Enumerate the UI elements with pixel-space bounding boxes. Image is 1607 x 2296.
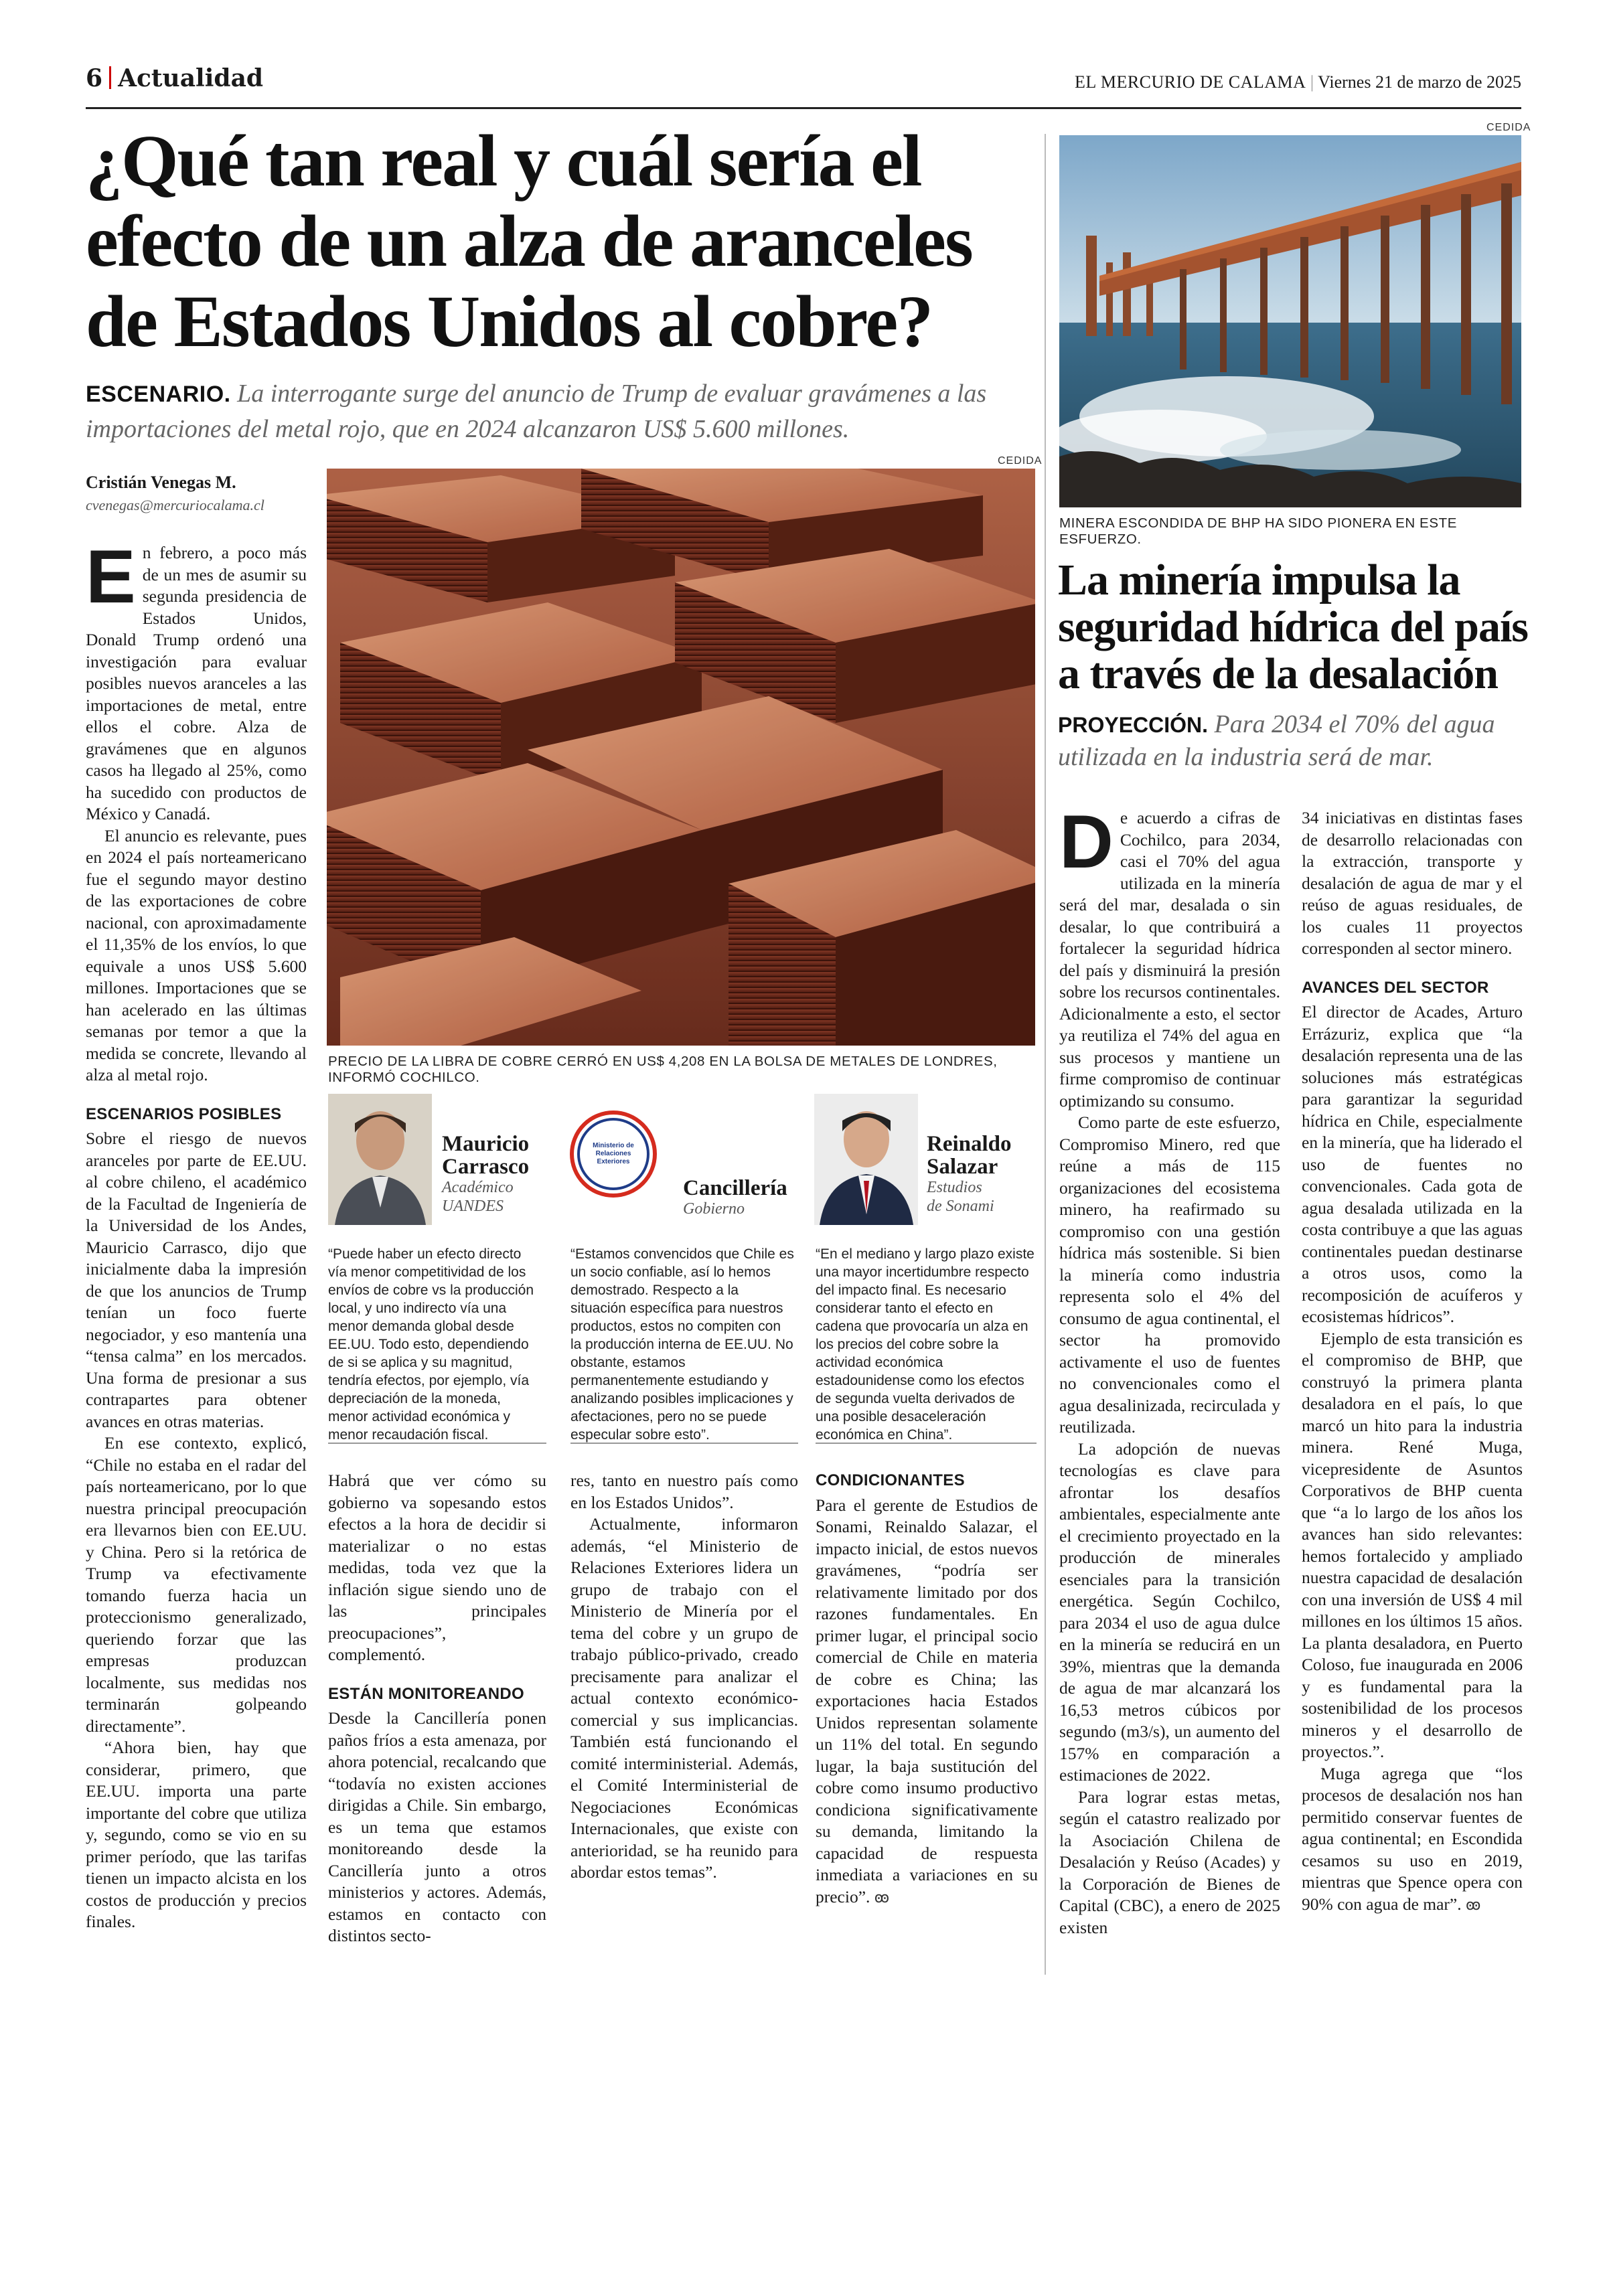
side-headline: La minería impulsa la seguridad hídrica del país a través de la desalación <box>1058 556 1528 698</box>
portrait-salazar <box>814 1094 918 1225</box>
paragraph: Habrá que ver cómo su gobierno va sopesando estos efectos a la hora de decidir si materializar o no estas medidas, toda vez que la inflación sigue siendo uno de las principales preocupaciones”, complementó. <box>328 1471 546 1664</box>
quote-name: Reinaldo <box>927 1132 1012 1156</box>
paragraph: “Ahora bien, hay que considerar, primero, que EE.UU. importa una parte importante del cobre que utiliza y, segundo, como se vio en su primer período, que las tarifas tienen un impacto alcista en los costos de producción y precios finales. <box>86 1738 307 1931</box>
quote-name: Carrasco <box>442 1155 530 1179</box>
paragraph <box>1059 800 1280 1112</box>
copper-cathodes-photo <box>327 469 1035 1046</box>
header-rule <box>86 107 1521 109</box>
side-deck-text: Para 2034 el 70% del agua utilizada en la industria será de mar. <box>1058 710 1495 771</box>
main-deck-kicker: ESCENARIO. <box>86 382 231 407</box>
paragraph: Para lograr estas metas, según el catastro realizado por la Asociación Chilena de Desalación y Reúso (Acades) y la Corporación de Bienes de Capital (CBC), a enero de 2025 existen <box>1059 1787 1280 1937</box>
main-column-4 <box>816 1470 1038 1909</box>
quote-name: Cancillería <box>683 1176 787 1200</box>
drop-cap: D <box>1059 800 1114 884</box>
side-deck-kicker: PROYECCIÓN. <box>1058 713 1209 737</box>
side-photo-credit: CEDIDA <box>1486 122 1531 133</box>
side-photo-caption: MINERA ESCONDIDA DE BHP HA SIDO PIONERA EN ESTE ESFUERZO. <box>1059 515 1457 547</box>
main-column-1 <box>86 535 307 1933</box>
main-column-3 <box>570 1470 798 1884</box>
copper-stacks-illustration <box>327 469 1035 1046</box>
quote-divider <box>816 1443 1037 1444</box>
main-deck <box>86 376 1037 446</box>
quote-author-cancilleria <box>683 1177 797 1218</box>
main-deck-text: La interrogante surge del anuncio de Trump de evaluar gravámenes a las importaciones del metal rojo, que en 2024 alcanzaron US$ 5.600 millones. <box>86 380 987 443</box>
pier-illustration <box>1059 135 1521 507</box>
byline <box>86 473 313 514</box>
quote-name: Mauricio <box>442 1132 530 1156</box>
end-mark-icon: ꙭ <box>874 1889 890 1906</box>
paragraph-text: Para el gerente de Estudios de Sonami, Reinaldo Salazar, el impacto inicial, de estos nuevos gravámenes, “podría ser relativamente limitado por dos razones fundamentales. En primer lugar, el principal socio comercial de Chile en materia de cobre es China; las exportaciones hacia Estados Unidos representan solamente un 11% del total. En segundo lugar, la baja sustitución del cobre como insumo productivo condiciona significativamente su demanda, limitando la capacidad de respuesta inmediata a variaciones en su precio”. <box>816 1495 1038 1906</box>
quote-text-carrasco: “Puede haber un efecto directo vía menor competitividad de los envíos de cobre vs la producción local, y uno indirecto vía una menor demanda global desde EE.UU. Todo esto, dependiendo de si se aplica y su magnitud, tendría efectos, por ejemplo, vía depreciación de la moneda, menor actividad económica y menor recaudación fiscal. <box>328 1246 534 1443</box>
quote-author-carrasco <box>442 1133 536 1216</box>
paragraph: El anuncio es relevante, pues en 2024 el país norteamericano fue el segundo mayor destino de las exportaciones de cobre nacional, con aproximadamente el 11,35% de los envíos, lo que equivale a unos US$ 5.600 millones. Importaciones que se han acelerado en las últimas semanas por temor a que la medida se concrete, llevando al alza al metal rojo. <box>86 825 307 1084</box>
paragraph: Ejemplo de esta transición es el compromiso de BHP, que construyó la primera planta desaladora en el país, lo que marcó un hito para la industria minera. René Muga, vicepresidente de Asuntos Corporativos de BHP cuenta que “a lo largo de los años los avances han sido relevantes: hemos fortalecido y ampliado nuestra capacidad de desalación con una inversión de US$ 4 mil millones en los últimos 15 años. La planta desaladora, en Puerto Coloso, fue inaugurada en 2006 y es fundamental para la sostenibilidad de los procesos mineros y el desarrollo de proyectos.”. <box>1302 1328 1523 1761</box>
page-section-header <box>86 64 263 92</box>
drop-cap: E <box>86 535 136 619</box>
paragraph-text: e acuerdo a cifras de Cochilco, para 2034, casi el 70% del agua utilizada en la minería será del mar, desalada o sin desalar, lo que contribuirá a fortalecer la seguridad hídrica del país y disminuirá la presión sobre los recursos continentales. Adicionalmente a esto, el sector ya reutiliza el 74% del agua en sus procesos y mantiene un firme compromiso de continuar optimizando su consumo. <box>1059 808 1280 1111</box>
paragraph: La adopción de nuevas tecnologías es clave para afrontar los desafíos ambientales, especialmente ante el crecimiento proyectado en la producción de minerales esenciales para la transición energética. Según Cochilco, para 2034 el uso de agua dulce en la minería se reducirá en un 39%, mientras que la demanda de agua de mar alcanzará los 16,53 metros cúbicos por segundo (m3/s), un aumento del 157% en comparación a estimaciones de 2022. <box>1059 1439 1280 1785</box>
newspaper-name: EL MERCURIO DE CALAMA <box>1075 72 1306 92</box>
paragraph: Como parte de este esfuerzo, Compromiso Minero, red que reúne a más de 115 organizaciones del ecosistema minero, ha reafirmado su compromiso con una gestión hídrica más sostenible. Si bien la minería como industria representa solo el 4% del consumo de agua continental, el sector ha promovido activamente el uso de fuentes no convencionales como el agua desalinizada, recirculada y reutilizada. <box>1059 1113 1280 1437</box>
author-email: cvenegas@mercuriocalama.cl <box>86 497 264 513</box>
quote-role: Académico <box>442 1179 514 1196</box>
quote-role: Gobierno <box>683 1200 745 1218</box>
paragraph-text: Muga agrega que “los procesos de desalación nos han permitido conservar fuentes de agua continental; en Escondida cesamos su uso en 2019, mientras que Spence opera con 90% con agua de mar”. <box>1302 1763 1523 1914</box>
masthead-info: EL MERCURIO DE CALAMA | Viernes 21 de marzo de 2025 <box>1075 72 1521 92</box>
subhead: ESCENARIOS POSIBLES <box>86 1104 282 1123</box>
section-name: Actualidad <box>118 64 264 92</box>
paragraph <box>86 535 307 825</box>
paragraph: 34 iniciativas en distintas fases de desarrollo relacionadas con la extracción, transporte y desalación de agua de mar y el reúso de aguas residuales, de los cuales 11 proyectos corresponden al sector minero. <box>1302 808 1523 958</box>
main-photo-caption: PRECIO DE LA LIBRA DE COBRE CERRÓ EN US$ 4,208 EN LA BOLSA DE METALES DE LONDRES, INFORMÓ COCHILCO. <box>328 1054 998 1085</box>
quote-role: de Sonami <box>927 1198 994 1215</box>
paragraph: res, tanto en nuestro país como en los Estados Unidos”. <box>570 1471 798 1512</box>
end-mark-icon: ꙭ <box>1465 1896 1481 1914</box>
side-deck <box>1058 708 1527 773</box>
paragraph: Sobre el riesgo de nuevos aranceles por parte de EE.UU. al cobre chileno, el académico de la Facultad de Ingeniería de la Universidad de los Andes, Mauricio Carrasco, dijo que inicialmente daba la impresión de que los anuncios de Trump tenían un foco fuerte negociador, y eso mantenía una “tensa calma” en los mercados. Una forma de presionar a sus contrapartes para obtener avances en otras materias. <box>86 1129 307 1431</box>
paragraph: El director de Acades, Arturo Errázuriz, explica que “la desalación representa una de las soluciones más estratégicas para garantizar la seguridad hídrica en Chile, especialmente en la minería, que ha liderado el uso de fuentes no convencionales. Cada gota de agua desalada utilizada en la costa contribuye a que las aguas continentales puedan destinarse a otros usos, como la recomposición de acuíferos y ecosistemas hídricos”. <box>1302 1002 1523 1326</box>
subhead: CONDICIONANTES <box>816 1471 965 1489</box>
paragraph: Desde la Cancillería ponen paños fríos a esta amenaza, por ahora potencial, recalcando que “todavía no existen acciones dirigidas a Chile. Sin embargo, es un tema que estamos monitoreando desde la Cancillería junto a otros ministerios y actores. Además, estamos en contacto con distintos secto- <box>328 1708 546 1945</box>
issue-date: Viernes 21 de marzo de 2025 <box>1318 72 1521 92</box>
quote-divider <box>328 1443 546 1444</box>
portrait-carrasco <box>328 1094 432 1225</box>
quote-divider <box>570 1443 798 1444</box>
logo-text: Ministerio de Relaciones Exteriores <box>593 1142 634 1165</box>
person-icon <box>328 1094 432 1225</box>
quote-author-salazar <box>927 1133 1041 1216</box>
desalination-pier-photo <box>1059 135 1521 507</box>
quote-text-cancilleria: “Estamos convencidos que Chile es un socio confiable, así lo hemos demostrado. Respecto a la situación específica para nuestros productos, estos no compiten con la producción interna de EE.UU. No obstante, estamos permanentemente estudiando y analizando posibles implicaciones y afectaciones, pero no se puede especular sobre esto”. <box>570 1246 794 1443</box>
cancilleria-logo <box>566 1107 660 1201</box>
author-name: Cristián Venegas M. <box>86 473 236 492</box>
column-divider <box>1045 134 1046 1975</box>
main-photo-credit: CEDIDA <box>998 455 1043 467</box>
quote-text-salazar: “En el mediano y largo plazo existe una mayor incertidumbre respecto del impacto final. Es necesario considerar tanto el efecto en cadena que provocaría un alza en los precios del cobre sobre la actividad económica estadounidense como los efectos de segunda vuelta derivados de una posible desaceleración económica en China”. <box>816 1246 1035 1443</box>
subhead: AVANCES DEL SECTOR <box>1302 978 1489 997</box>
main-headline: ¿Qué tan real y cuál sería el efecto de un alza de aranceles de Estados Unidos al cobre? <box>86 120 972 362</box>
paragraph <box>1302 1763 1523 1917</box>
quote-name: Salazar <box>927 1155 998 1179</box>
quote-role: Estudios <box>927 1179 982 1196</box>
paragraph-text: n febrero, a poco más de un mes de asumir su segunda presidencia de Estados Unidos, Donald Trump ordenó una investigación para evaluar posibles nuevos aranceles a las importaciones de metal, entre ellos el cobre. Alza de gravámenes que en algunos casos ha llegado al 25%, como ha sucedido con productos de México y Canadá. <box>86 543 307 823</box>
main-column-2 <box>328 1470 546 1947</box>
person-icon <box>814 1094 918 1225</box>
page-number: 6 <box>86 64 103 92</box>
paragraph: En ese contexto, explicó, “Chile no estaba en el radar del país norteamericano, por lo que nuestra principal preocupación era llevarnos bien con EE.UU. y China. Pero si la retórica de Trump va efectivamente tomando fuerza hacia un proteccionismo generalizado, queriendo forzar que las empresas produzcan localmente, sus medidas nos terminarán golpeando directamente”. <box>86 1433 307 1736</box>
quote-role: UANDES <box>442 1198 504 1215</box>
paragraph <box>816 1495 1038 1910</box>
subhead: ESTÁN MONITOREANDO <box>328 1684 524 1703</box>
paragraph: Actualmente, informaron además, “el Ministerio de Relaciones Exteriores lidera un grupo de trabajo con el Ministerio de Minería por el tema del cobre y un grupo de trabajo público-privado, creado precisamente para analizar el actual contexto económico-comercial y sus implicancias. También está funcionando el comité interministerial. Además, el Comité Interministerial de Negociaciones Económicas Internacionales, que existe con anterioridad, se ha reunido para abordar estos temas”. <box>570 1514 798 1882</box>
side-column-2 <box>1302 807 1523 1916</box>
side-column-1 <box>1059 800 1280 1939</box>
